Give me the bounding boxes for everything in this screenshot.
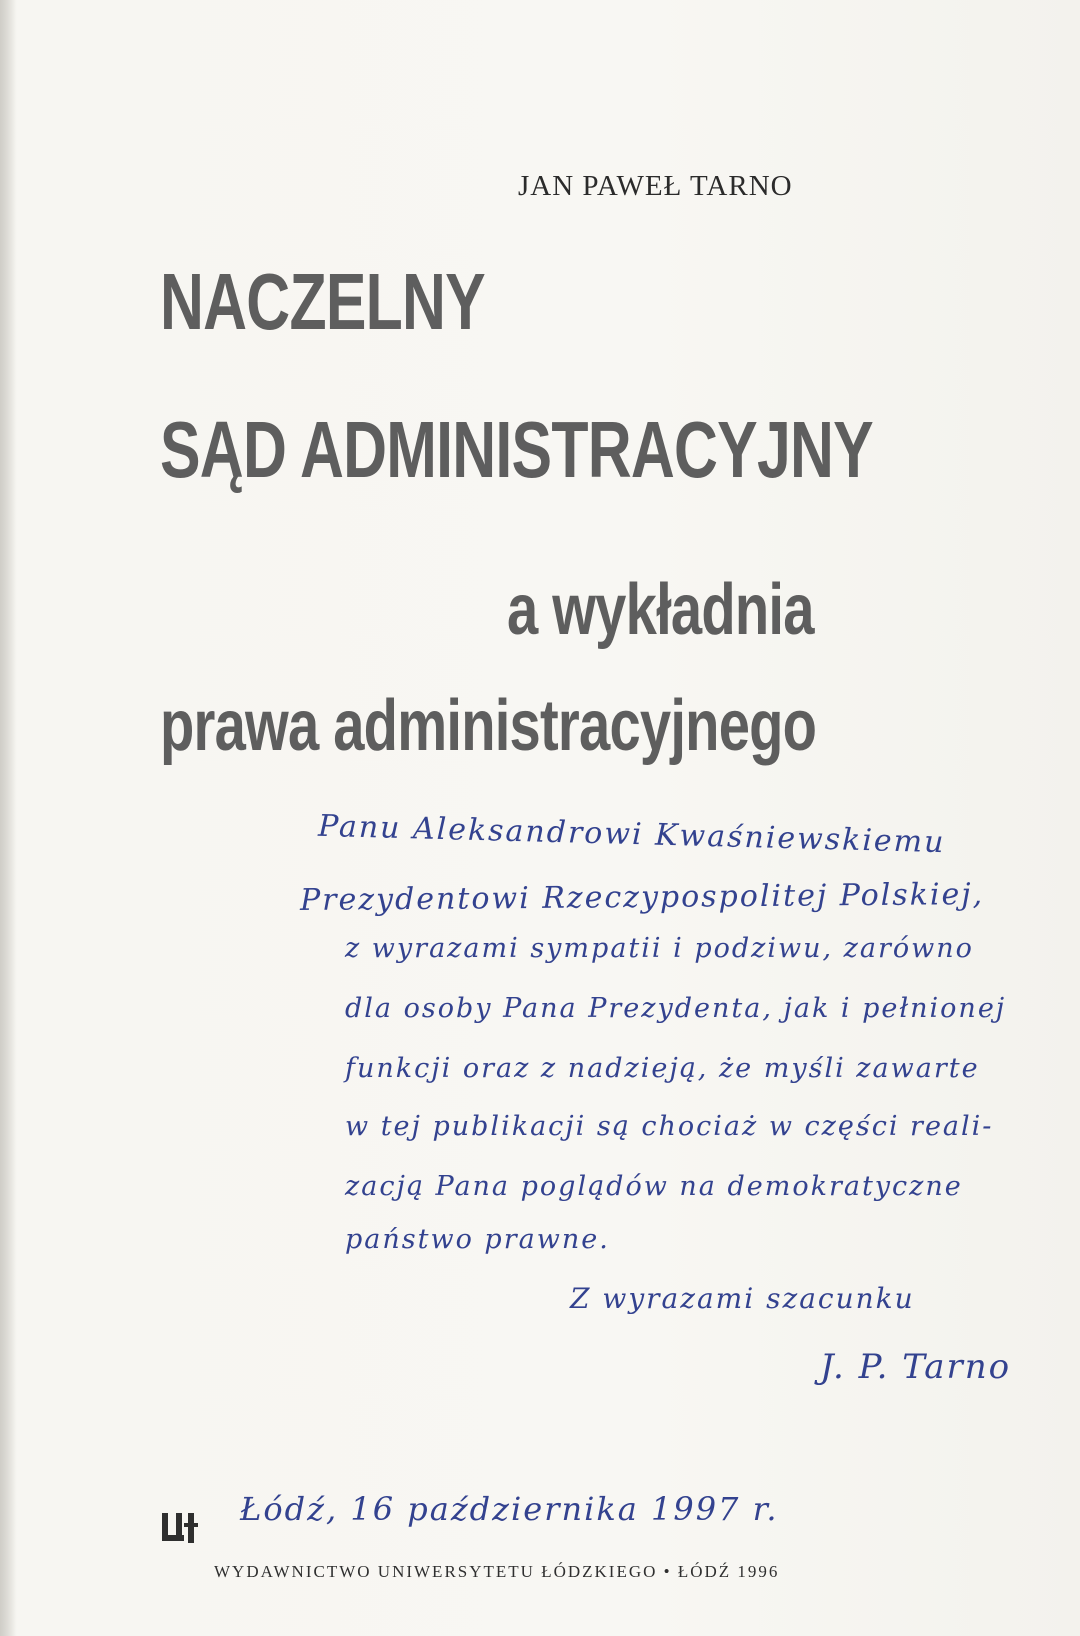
- publisher-logo-icon: [160, 1509, 198, 1547]
- binding-shadow: [0, 0, 16, 1636]
- title-line-1: NACZELNY: [160, 257, 485, 346]
- dedication-date: Łódź, 16 października 1997 r.: [240, 1490, 779, 1528]
- title-line-3: a wykładnia: [507, 570, 814, 650]
- dedication-line-2: Prezydentowi Rzeczypospolitej Polskiej,: [299, 877, 985, 918]
- title-line-2: SĄD ADMINISTRACYJNY: [160, 405, 873, 494]
- author-name: JAN PAWEŁ TARNO: [518, 170, 793, 202]
- dedication-closing: Z wyrazami szacunku: [570, 1282, 915, 1315]
- dedication-line-7: zacją Pana poglądów na demokratyczne: [345, 1171, 963, 1202]
- dedication-line-8: państwo prawne.: [345, 1224, 610, 1255]
- dedication-line-6: w tej publikacji są chociaż w części reali-: [345, 1111, 994, 1142]
- dedication-line-5: funkcji oraz z nadzieją, że myśli zawarte: [345, 1053, 980, 1084]
- dedication-line-1: Panu Aleksandrowi Kwaśniewskiemu: [317, 808, 946, 861]
- publisher-line: WYDAWNICTWO UNIWERSYTETU ŁÓDZKIEGO • ŁÓDŹ 1996: [214, 1562, 780, 1581]
- dedication-line-4: dla osoby Pana Prezydenta, jak i pełnionej: [345, 993, 1007, 1024]
- title-line-4: prawa administracyjnego: [160, 686, 817, 766]
- dedication-line-3: z wyrazami sympatii i podziwu, zarówno: [345, 933, 974, 964]
- handwritten-signature: J. P. Tarno: [820, 1347, 1012, 1387]
